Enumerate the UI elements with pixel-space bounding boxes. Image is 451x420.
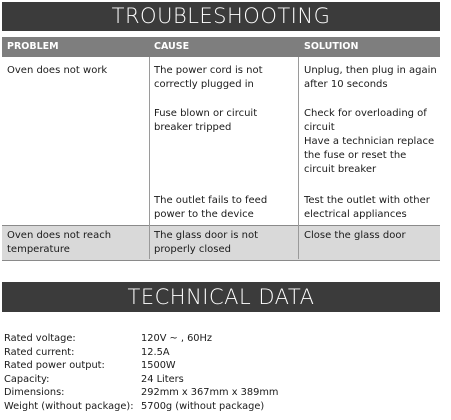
table-row <box>2 226 440 261</box>
header-cause: CAUSE <box>154 41 190 52</box>
spec-row <box>4 359 444 373</box>
solution-cell: Unplug, then plug in again after 10 seconds <box>304 65 437 90</box>
cause-cell: Fuse blown or circuit breaker tripped <box>154 108 258 133</box>
spec-row <box>4 400 444 414</box>
spec-value: 292mm x 367mm x 389mm <box>141 387 279 398</box>
spec-row <box>4 386 444 400</box>
table-row <box>2 57 440 226</box>
header-solution: SOLUTION <box>304 41 359 52</box>
spec-row <box>4 332 444 346</box>
table-header <box>2 37 440 57</box>
troubleshooting-table <box>2 37 440 255</box>
spec-value: 12.5A <box>141 346 170 358</box>
spec-label: Weight (without package): <box>4 400 134 412</box>
spec-value: 1500W <box>141 360 176 371</box>
spec-label: Rated voltage: <box>4 333 76 344</box>
header-problem: PROBLEM <box>7 41 59 52</box>
cause-cell: The glass door is not properly closed <box>154 230 259 255</box>
solution-cell: Check for overloading of circuit Have a technician replace the fuse or reset the circuit breaker <box>304 108 435 175</box>
column-divider <box>149 57 150 259</box>
spec-value: 5700g (without package) <box>141 400 265 412</box>
spec-label: Rated current: <box>4 346 75 358</box>
solution-cell: Test the outlet with other electrical appliances <box>304 195 430 220</box>
cause-cell: The power cord is not correctly plugged in <box>154 65 263 90</box>
cause-cell: The outlet fails to feed power to the device <box>154 195 268 220</box>
spec-row <box>4 346 444 360</box>
technical-data-title: TECHNICAL DATA <box>2 282 440 312</box>
spec-label: Capacity: <box>4 373 50 385</box>
technical-specs <box>4 332 444 413</box>
spec-value: 120V ~ , 60Hz <box>141 333 213 344</box>
solution-cell: Close the glass door <box>304 230 406 241</box>
troubleshooting-title: TROUBLESHOOTING <box>2 2 440 31</box>
problem-cell: Oven does not work <box>7 65 108 76</box>
spec-value: 24 Liters <box>141 373 184 385</box>
spec-label: Rated power output: <box>4 360 105 371</box>
spec-label: Dimensions: <box>4 387 65 398</box>
spec-row <box>4 373 444 387</box>
column-divider <box>298 57 299 259</box>
problem-cell: Oven does not reach temperature <box>7 230 112 255</box>
